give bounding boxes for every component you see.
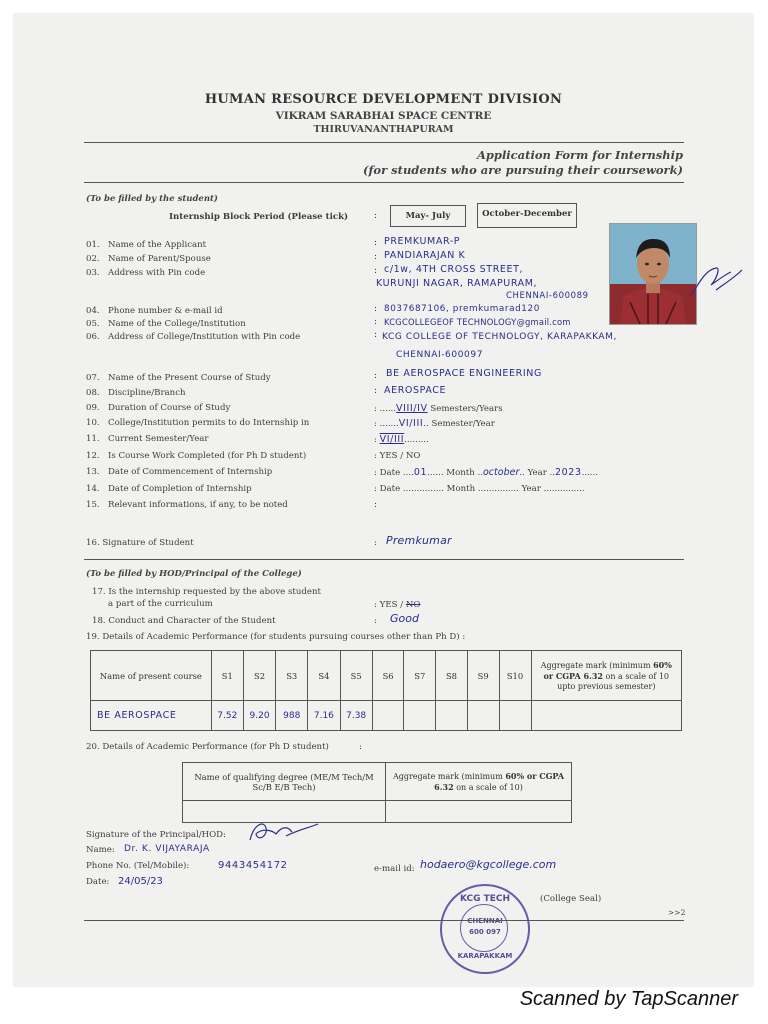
q17-label-line2: a part of the curriculum xyxy=(108,599,213,609)
field-label-06: 06. Address of College/Institution with Pin code xyxy=(86,332,301,342)
cell-s9[interactable] xyxy=(467,701,499,731)
cell-s3[interactable]: 988 xyxy=(276,701,308,731)
header-division: HUMAN RESOURCE DEVELOPMENT DIVISION xyxy=(204,92,563,107)
q18-label: 18. Conduct and Character of the Student xyxy=(92,616,276,626)
commence-date[interactable]: 01 xyxy=(413,467,428,478)
colon: : xyxy=(374,371,378,381)
form-page xyxy=(14,14,753,986)
address-value-line2[interactable]: KURUNJI NAGAR, RAMAPURAM, xyxy=(376,278,538,289)
field-label-13: 13. Date of Commencement of Internship xyxy=(86,467,273,477)
photo-attest-signature xyxy=(686,250,746,310)
commence-month[interactable]: october xyxy=(483,467,520,478)
cell-s5[interactable]: 7.38 xyxy=(340,701,372,731)
divider xyxy=(84,920,684,921)
current-sem-value[interactable]: VI/III xyxy=(379,434,405,445)
college-section-heading: (To be filled by HOD/Principal of the College) xyxy=(86,569,302,579)
college-seal xyxy=(440,884,530,974)
header-s6: S6 xyxy=(372,651,404,701)
colon: : xyxy=(374,238,378,248)
academic-performance-table xyxy=(90,650,682,731)
field-label-14: 14. Date of Completion of Internship xyxy=(86,484,252,494)
table-row xyxy=(91,701,682,731)
commencement-date-row: : Date ....01...... Month ..october.. Year ..2023...... xyxy=(374,467,598,478)
field-label-15: 15. Relevant informations, if any, to be noted xyxy=(86,500,288,510)
divider xyxy=(84,142,684,143)
field-label-04: 04. Phone number & e-mail id xyxy=(86,306,223,316)
cell-s4[interactable]: 7.16 xyxy=(308,701,340,731)
colon: : xyxy=(374,304,378,314)
course-value[interactable]: BE AEROSPACE ENGINEERING xyxy=(386,368,542,379)
cell-s7[interactable] xyxy=(404,701,436,731)
form-title: Application Form for Internship xyxy=(476,148,683,162)
principal-phone[interactable]: 9443454172 xyxy=(218,860,288,871)
divider xyxy=(84,559,684,560)
header-s4: S4 xyxy=(308,651,340,701)
colon: : xyxy=(374,616,377,626)
colon: : xyxy=(374,317,378,327)
completion-date-row: : Date ............... Month ............... Year ............... xyxy=(374,484,585,494)
college-name-value[interactable]: KCGCOLLEGEOF TECHNOLOGY@gmail.com xyxy=(384,317,571,327)
block-option-may-july[interactable]: May- July xyxy=(390,205,466,227)
field-label-11: 11. Current Semester/Year xyxy=(86,434,209,444)
permit-value-row: : .......VI/III.. Semester/Year xyxy=(374,418,495,429)
coursework-row: : YES / NO xyxy=(374,451,421,461)
table-row xyxy=(183,801,572,823)
q19-label: 19. Details of Academic Performance (for students pursuing courses other than Ph D) : xyxy=(86,632,466,642)
cell-s8[interactable] xyxy=(436,701,468,731)
cell-s2[interactable]: 9.20 xyxy=(243,701,275,731)
field-label-03: 03. Address with Pin code xyxy=(86,268,206,278)
principal-signature-label: Signature of the Principal/HOD: xyxy=(86,830,226,840)
student-signature[interactable]: Premkumar xyxy=(386,534,452,547)
permit-value[interactable]: VI/III xyxy=(398,418,424,429)
principal-signature xyxy=(242,814,322,848)
block-option-oct-dec[interactable]: October-December xyxy=(477,203,577,228)
address-value-line1[interactable]: c/1w, 4TH CROSS STREET, xyxy=(384,264,524,275)
colon: : xyxy=(374,266,378,276)
form-subtitle: (for students who are pursuing their coursework) xyxy=(363,163,683,177)
current-sem-row: : VI/III......... xyxy=(374,434,429,445)
parent-name-value[interactable]: PANDIARAJAN K xyxy=(384,250,466,261)
header-course: Name of present course xyxy=(91,651,212,701)
field-label-12: 12. Is Course Work Completed (for Ph D student) xyxy=(86,451,307,461)
commence-year[interactable]: 2023 xyxy=(555,467,582,478)
signoff-date-label: Date: xyxy=(86,877,110,887)
table-header-row xyxy=(91,651,682,701)
header-s9: S9 xyxy=(467,651,499,701)
header-aggregate: Aggregate mark (minimum 60% or CGPA 6.32 on a scale of 10) xyxy=(386,763,572,801)
header-s8: S8 xyxy=(436,651,468,701)
header-s5: S5 xyxy=(340,651,372,701)
field-label-01: 01. Name of the Applicant xyxy=(86,240,207,250)
q18-answer[interactable]: Good xyxy=(390,612,419,625)
cell-aggregate[interactable] xyxy=(386,801,572,823)
seal-text-bottom: KARAPAKKAM xyxy=(457,952,513,960)
header-qualifying-degree: Name of qualifying degree (ME/M Tech/M Sc/B E/B Tech) xyxy=(183,763,386,801)
principal-phone-label: Phone No. (Tel/Mobile): xyxy=(86,861,190,871)
divider xyxy=(84,182,684,183)
student-signature-label: 16. Signature of Student xyxy=(86,538,194,548)
cell-course[interactable]: BE AEROSPACE xyxy=(91,701,212,731)
colon: : xyxy=(374,252,378,262)
colon: : xyxy=(374,211,378,221)
scanner-watermark: Scanned by TapScanner xyxy=(519,988,738,1010)
field-label-08: 08. Discipline/Branch xyxy=(86,388,186,398)
college-address-value[interactable]: KCG COLLEGE OF TECHNOLOGY, KARAPAKKAM, xyxy=(382,332,618,342)
signoff-date[interactable]: 24/05/23 xyxy=(118,876,163,887)
q20-label: 20. Details of Academic Performance (for Ph D student) : xyxy=(86,742,362,752)
applicant-photo xyxy=(609,223,697,325)
q17-label-line1: 17. Is the internship requested by the above student xyxy=(92,587,321,597)
header-s1: S1 xyxy=(211,651,243,701)
address-value-line3[interactable]: CHENNAI-600089 xyxy=(506,291,589,301)
principal-name-label: Name: xyxy=(86,845,115,855)
header-s10: S10 xyxy=(499,651,531,701)
phone-email-value[interactable]: 8037687106, premkumarad120 xyxy=(384,304,540,314)
email-label: e-mail id: xyxy=(374,864,415,874)
cell-s1[interactable]: 7.52 xyxy=(211,701,243,731)
cell-aggregate[interactable] xyxy=(531,701,681,731)
field-label-10: 10. College/Institution permits to do Internship in xyxy=(86,418,310,428)
colon: : xyxy=(374,330,378,340)
discipline-value[interactable]: AEROSPACE xyxy=(384,385,447,396)
header-s7: S7 xyxy=(404,651,436,701)
header-s2: S2 xyxy=(243,651,275,701)
page-marker: >>2 xyxy=(668,908,686,917)
q17-answer[interactable]: : YES / NO xyxy=(374,600,421,610)
college-address-value-line2[interactable]: CHENNAI-600097 xyxy=(396,350,484,360)
colon: : xyxy=(374,500,378,510)
college-seal-label: (College Seal) xyxy=(540,894,602,904)
header-centre: VIKRAM SARABHAI SPACE CENTRE xyxy=(275,110,492,122)
duration-value-row: : ......VIII/IV Semesters/Years xyxy=(374,403,503,414)
phd-performance-table xyxy=(182,762,572,823)
coursework-value[interactable]: YES / NO xyxy=(379,451,421,461)
applicant-name-value[interactable]: PREMKUMAR-P xyxy=(384,236,461,247)
field-label-02: 02. Name of Parent/Spouse xyxy=(86,254,211,264)
principal-name[interactable]: Dr. K. VIJAYARAJA xyxy=(124,844,210,854)
duration-value[interactable]: VIII/IV xyxy=(396,403,428,414)
table-header-row xyxy=(183,763,572,801)
cell-s6[interactable] xyxy=(372,701,404,731)
hod-email[interactable]: hodaero@kgcollege.com xyxy=(420,858,557,871)
block-period-label: Internship Block Period (Please tick) xyxy=(169,212,349,222)
field-label-05: 05. Name of the College/Institution xyxy=(86,319,246,329)
header-aggregate: Aggregate mark (minimum 60% or CGPA 6.32 on a scale of 10 upto previous semester) xyxy=(531,651,681,701)
header-s3: S3 xyxy=(276,651,308,701)
student-section-heading: (To be filled by the student) xyxy=(86,194,218,204)
header-city: THIRUVANANTHAPURAM xyxy=(313,124,454,135)
cell-s10[interactable] xyxy=(499,701,531,731)
field-label-09: 09. Duration of Course of Study xyxy=(86,403,231,413)
colon: : xyxy=(374,538,377,548)
seal-text-top: KCG TECH xyxy=(459,894,511,904)
seal-text-pin: 600 097 xyxy=(469,928,501,936)
field-label-07: 07. Name of the Present Course of Study xyxy=(86,373,271,383)
colon: : xyxy=(374,386,378,396)
